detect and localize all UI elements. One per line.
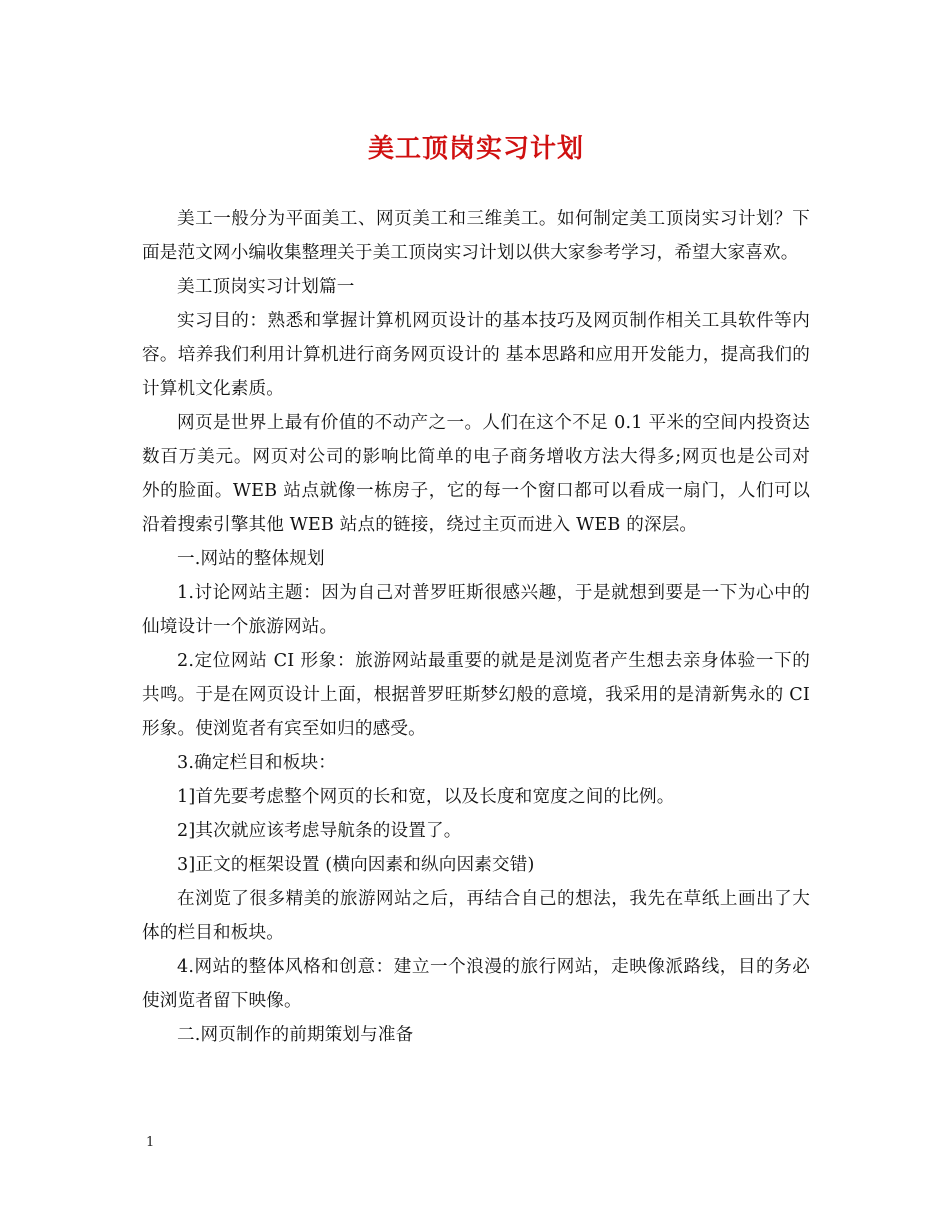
- list-item-size: 1]首先要考虑整个网页的长和宽，以及长度和宽度之间的比例。: [177, 787, 675, 807]
- paragraph-intro: 美工一般分为平面美工、网页美工和三维美工。如何制定美工顶岗实习计划？下面是范文网小编收集整理关于美工顶岗实习计划以供大家参考学习，希望大家喜欢。: [142, 209, 810, 263]
- section-heading-plan-one: 美工顶岗实习计划篇一: [177, 277, 355, 297]
- paragraph-ci-image: 2.定位网站 CI 形象：旅游网站最重要的就是是浏览者产生想去亲身体验一下的共鸣。于是在网页设计上面，根据普罗旺斯梦幻般的意境，我采用的是清新隽永的 CI 形象。使浏览者有宾至如归的感受。: [142, 651, 810, 739]
- paragraph-style: 4.网站的整体风格和创意：建立一个浪漫的旅行网站，走映像派路线，目的务必使浏览者留下映像。: [142, 957, 810, 1011]
- section-heading-overall-plan: 一.网站的整体规划: [177, 549, 325, 569]
- list-item-navigation: 2]其次就应该考虑导航条的设置了。: [177, 821, 462, 841]
- document-body: [142, 202, 810, 1052]
- paragraph-theme: 1.讨论网站主题：因为自己对普罗旺斯很感兴趣，于是就想到要是一下为心中的仙境设计一个旅游网站。: [142, 583, 810, 637]
- page-number: 1: [146, 1135, 155, 1150]
- section-heading-preparation: 二.网页制作的前期策划与准备: [177, 1025, 414, 1045]
- paragraph-purpose: 实习目的：熟悉和掌握计算机网页设计的基本技巧及网页制作相关工具软件等内容。培养我们利用计算机进行商务网页设计的 基本思路和应用开发能力，提高我们的计算机文化素质。: [142, 311, 810, 399]
- document-title: 美工顶岗实习计划: [367, 134, 584, 164]
- paragraph-web-value: 网页是世界上最有价值的不动产之一。人们在这个不足 0.1 平米的空间内投资达数百万美元。网页对公司的影响比简单的电子商务增收方法大得多;网页也是公司对 外的脸面。WEB 站点就像一栋房子，它的每一个窗口都可以看成一扇门，人们可以沿着搜索引擎其他 WEB 站点的链接，绕过主页而进入 WEB 的深层。: [142, 413, 810, 535]
- paragraph-columns-heading: 3.确定栏目和板块：: [177, 753, 337, 773]
- list-item-framework: 3]正文的框架设置 (横向因素和纵向因素交错): [177, 855, 535, 875]
- paragraph-sketch: 在浏览了很多精美的旅游网站之后，再结合自己的想法，我先在草纸上画出了大体的栏目和板块。: [142, 889, 810, 943]
